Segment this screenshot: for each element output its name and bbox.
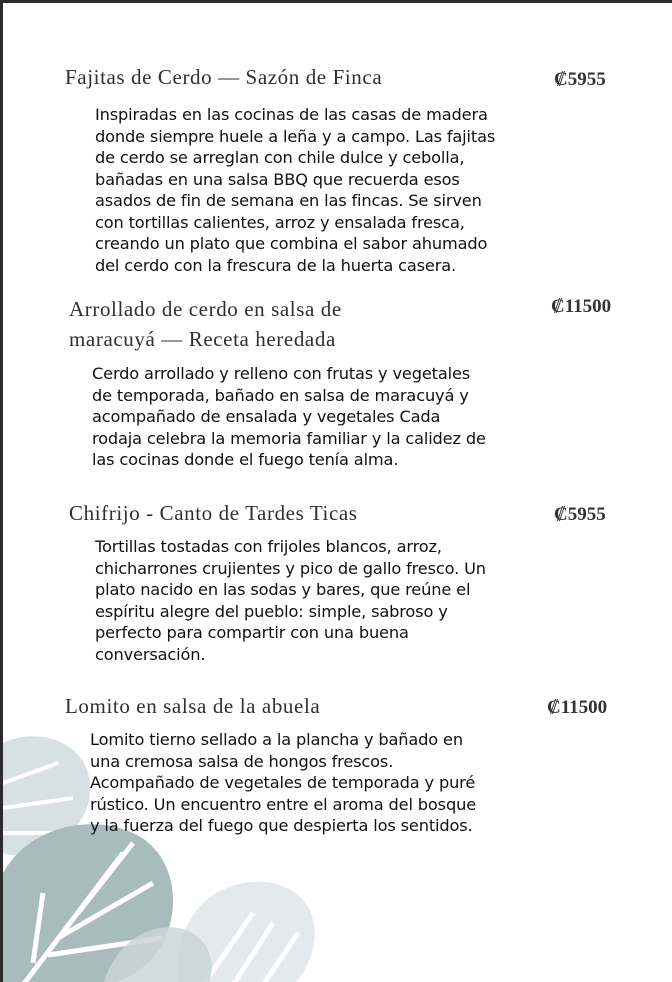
dish-description xyxy=(95,104,495,276)
description-line: rodaja celebra la memoria familiar y la calidez de xyxy=(92,428,486,448)
description-line: de temporada, bañado en salsa de maracuyá y xyxy=(92,385,469,405)
description-line: Cerdo arrollado y relleno con frutas y vegetales xyxy=(92,364,471,383)
description-line: Tortillas tostadas con frijoles blancos, arroz, xyxy=(95,537,442,556)
dish-description xyxy=(95,536,486,665)
dish-title-line: Arrollado de cerdo en salsa de xyxy=(69,297,342,321)
dish-title xyxy=(65,62,382,92)
dish-title-line: Chifrijo - Canto de Tardes Ticas xyxy=(69,501,358,525)
description-line: donde siempre huele a leña y a campo. Las fajitas xyxy=(95,126,496,146)
description-line: de cerdo se arreglan con chile dulce y cebolla, xyxy=(95,148,465,167)
dish-description xyxy=(90,729,476,837)
description-line: Acompañado de vegetales de temporada y puré xyxy=(90,773,476,792)
dish-title xyxy=(65,691,320,721)
dish-title xyxy=(69,498,358,528)
description-line: chicharrones crujientes y pico de gallo fresco. Un xyxy=(95,558,486,578)
description-line: espíritu alegre del pueblo: simple, sabroso y xyxy=(95,601,448,621)
dish-price: ₡11500 xyxy=(547,697,608,718)
dish-price: ₡5955 xyxy=(554,504,606,525)
description-line: del cerdo con la frescura de la huerta casera. xyxy=(95,255,456,275)
description-line: rústico. Un encuentro entre el aroma del bosque xyxy=(90,794,477,814)
description-line: las cocinas donde el fuego tenía alma. xyxy=(92,450,399,469)
dish-title-line: Lomito en salsa de la abuela xyxy=(65,694,321,718)
dish-title-line: Fajitas de Cerdo — Sazón de Finca xyxy=(65,65,383,89)
description-line: perfecto para compartir con una buena xyxy=(95,623,409,642)
menu-page xyxy=(3,3,672,982)
description-line: creando un plato que combina el sabor ahumado xyxy=(95,234,488,253)
dish-price: ₡11500 xyxy=(551,296,612,317)
dish-title xyxy=(69,294,342,354)
description-line: y la fuerza del fuego que despierta los sentidos. xyxy=(90,816,473,835)
description-line: Lomito tierno sellado a la plancha y bañado en xyxy=(90,730,463,749)
description-line: plato nacido en las sodas y bares, que reúne el xyxy=(95,580,471,599)
description-line: una cremosa salsa de hongos frescos. xyxy=(90,751,394,771)
dish-price: ₡5955 xyxy=(554,69,606,90)
dish-title-line: maracuyá — Receta heredada xyxy=(69,327,336,351)
description-line: acompañado de ensalada y vegetales Cada xyxy=(92,407,441,426)
description-line: Inspiradas en las cocinas de las casas de madera xyxy=(95,105,488,124)
description-line: conversación. xyxy=(95,644,206,664)
dish-description xyxy=(92,363,486,471)
description-line: con tortillas calientes, arroz y ensalada fresca, xyxy=(95,212,465,232)
description-line: asados de fin de semana en las fincas. Se sirven xyxy=(95,191,482,210)
description-line: bañadas en una salsa BBQ que recuerda esos xyxy=(95,169,460,189)
